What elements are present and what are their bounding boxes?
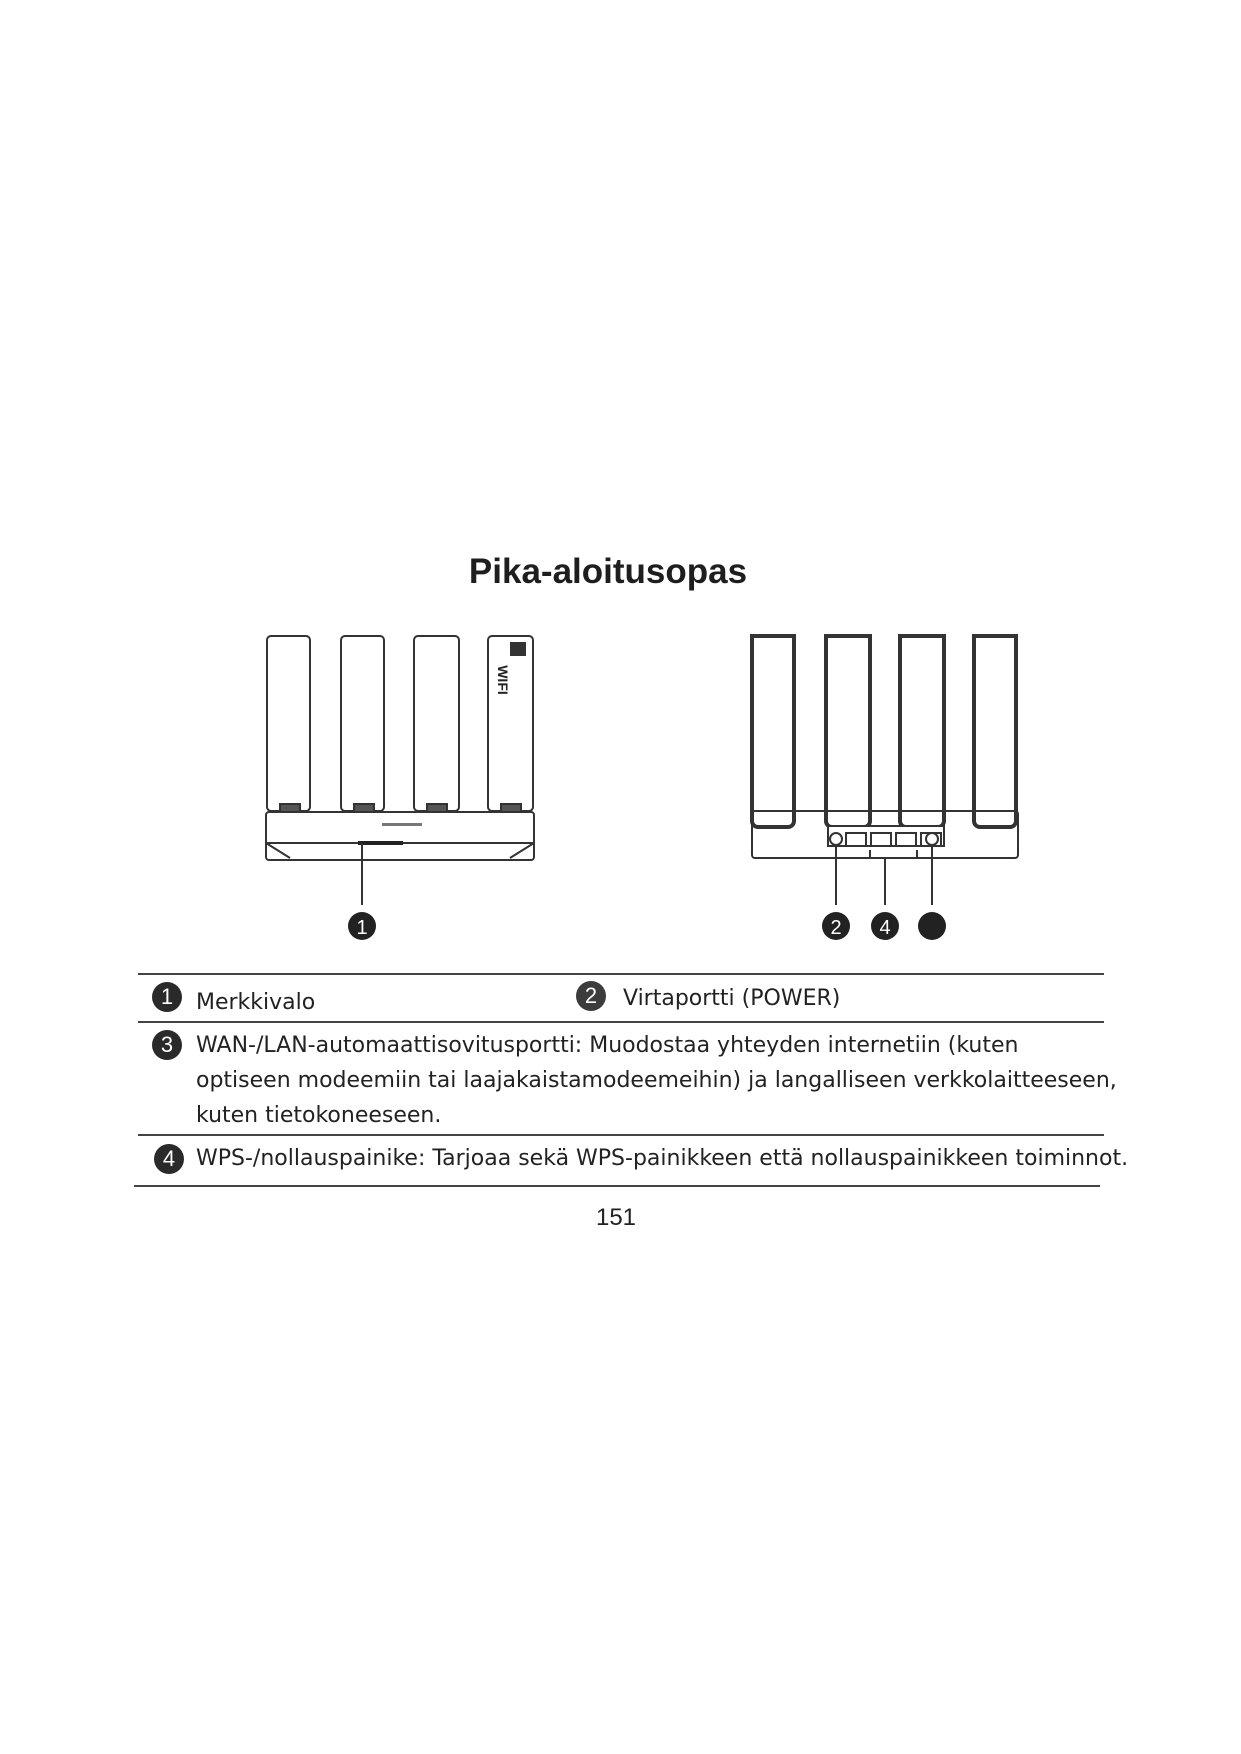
- legend-rule-3: [138, 1134, 1104, 1136]
- legend-text-wps-reset: WPS-/nollauspainike: Tarjoaa sekä WPS-painikkeen että nollauspainikkeen toiminnot.: [196, 1146, 1129, 1171]
- antenna-front-2: [341, 636, 384, 811]
- legend-number-4: 4: [154, 1144, 184, 1174]
- page-number: 151: [595, 1204, 637, 1231]
- antenna-front-1: [267, 636, 310, 811]
- legend-rule-top: [138, 973, 1104, 975]
- callout-4-label: 4: [879, 917, 891, 939]
- wifi-badge: [495, 642, 526, 695]
- antenna-front-4: [488, 636, 533, 811]
- legend-number-1: 1: [152, 982, 182, 1012]
- antenna-back-3: [900, 636, 944, 827]
- antenna-front-3: [414, 636, 459, 811]
- legend-number-3: 3: [152, 1030, 182, 1060]
- router-back-view: [752, 636, 1018, 905]
- legend-text-wan-lan-line-3: kuten tietokoneeseen.: [196, 1103, 442, 1128]
- wifi-badge-text: WIFI: [495, 665, 511, 695]
- router-front-view: [266, 636, 534, 905]
- antenna-back-2: [826, 636, 870, 827]
- legend-text-indicator: Merkkivalo: [196, 990, 316, 1015]
- router-front-body: [266, 812, 534, 860]
- page-title: Pika-aloitusopas: [468, 552, 748, 591]
- antenna-back-1: [752, 636, 794, 827]
- legend-text-wan-lan-line-2: optiseen modeemiin tai laajakaistamodeemeihin) ja langalliseen verkkolaitteeseen,: [196, 1068, 1117, 1093]
- indicator-light: [358, 841, 403, 845]
- legend-text-wan-lan-line-1: WAN-/LAN-automaattisovitusportti: Muodostaa yhteyden internetiin (kuten: [196, 1033, 1019, 1058]
- legend-rule-2: [138, 1021, 1104, 1023]
- legend-number-2: 2: [576, 981, 606, 1011]
- callout-2-label: 2: [830, 917, 842, 939]
- legend-rule-bottom: [134, 1185, 1100, 1187]
- antenna-back-4: [974, 636, 1016, 827]
- callout-3-icon: [918, 912, 946, 940]
- legend-text-power: Virtaportti (POWER): [623, 986, 841, 1011]
- callout-1-label: 1: [356, 917, 368, 939]
